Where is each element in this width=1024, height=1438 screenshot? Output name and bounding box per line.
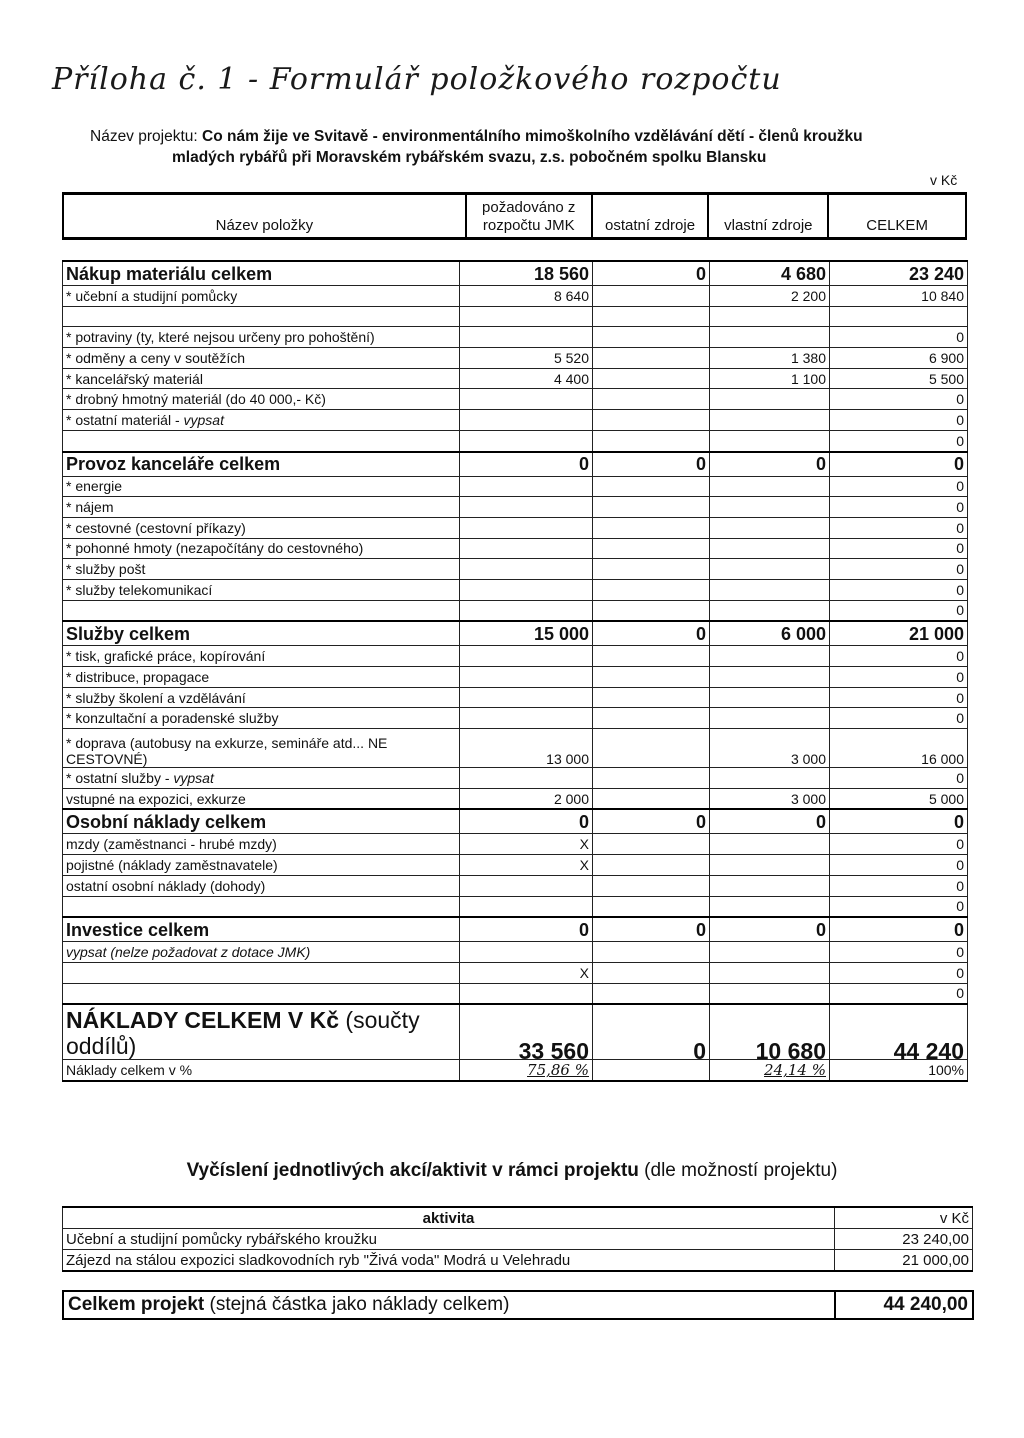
item-row [63, 559, 968, 580]
cell-other [593, 729, 710, 768]
cell-other: 0 [593, 809, 710, 834]
section-row [63, 452, 968, 477]
cell-jmk [460, 600, 593, 621]
item-row [63, 896, 968, 917]
percent-label: Náklady celkem v % [63, 1060, 460, 1082]
cell-own [710, 983, 830, 1004]
col-header-other: ostatní zdroje [592, 194, 709, 239]
col-header-own: vlastní zdroje [708, 194, 828, 239]
cell-own [710, 875, 830, 896]
cell-own [710, 327, 830, 348]
totals-jmk: 33 560 [460, 1004, 593, 1060]
cell-total: 0 [830, 708, 968, 729]
item-label-note: vypsat (nelze požadovat z dotace JMK) [66, 944, 311, 961]
cell-own [710, 600, 830, 621]
cell-other [593, 389, 710, 410]
activities-col-activity: aktivita [63, 1207, 835, 1229]
currency-unit: v Kč [930, 172, 958, 188]
cell-other [593, 368, 710, 389]
item-label: vstupné na expozici, exkurze [63, 788, 460, 809]
item-row [63, 768, 968, 789]
cell-other [593, 286, 710, 307]
cell-jmk: 0 [460, 452, 593, 477]
item-label: * služby školení a vzdělávání [63, 687, 460, 708]
cell-own [710, 646, 830, 667]
cell-own: 0 [710, 809, 830, 834]
cell-jmk [460, 517, 593, 538]
percent-own: 24,14 % [710, 1060, 830, 1082]
cell-jmk: X [460, 962, 593, 983]
cell-other [593, 579, 710, 600]
cell-total: 0 [830, 538, 968, 559]
cell-own [710, 667, 830, 688]
project-name-block [90, 126, 970, 168]
cell-own [710, 389, 830, 410]
item-row [63, 942, 968, 963]
activity-amount: 21 000,00 [835, 1250, 973, 1272]
cell-jmk [460, 306, 593, 327]
cell-jmk: 8 640 [460, 286, 593, 307]
cell-own: 1 100 [710, 368, 830, 389]
item-label: * odměny a ceny v soutěžích [63, 348, 460, 369]
activities-table [62, 1206, 973, 1272]
item-label: * tisk, grafické práce, kopírování [63, 646, 460, 667]
cell-other [593, 559, 710, 580]
cell-own [710, 410, 830, 431]
cell-total: 0 [830, 834, 968, 855]
item-label: pojistné (náklady zaměstnavatele) [63, 855, 460, 876]
col-header-jmk: požadováno z rozpočtu JMK [466, 194, 592, 239]
cell-other [593, 687, 710, 708]
cell-total: 0 [830, 476, 968, 497]
cell-own [710, 430, 830, 451]
item-label [63, 430, 460, 451]
item-row [63, 389, 968, 410]
cell-jmk [460, 476, 593, 497]
cell-own [710, 497, 830, 518]
item-row [63, 517, 968, 538]
activity-name: Zájezd na stálou expozici sladkovodních ryb "Živá voda" Modrá u Velehradu [63, 1250, 835, 1272]
item-row [63, 855, 968, 876]
cell-total [830, 306, 968, 327]
cell-other: 0 [593, 917, 710, 942]
project-label: Název projektu: [90, 128, 198, 145]
cell-own: 0 [710, 917, 830, 942]
item-label: * distribuce, propagace [63, 667, 460, 688]
cell-own [710, 896, 830, 917]
activity-name: Učební a studijní pomůcky rybářského kroužku [63, 1229, 835, 1250]
cell-total: 0 [830, 667, 968, 688]
item-label: * pohonné hmoty (nezapočítány do cestovného) [63, 538, 460, 559]
cell-other: 0 [593, 621, 710, 646]
cell-total: 0 [830, 517, 968, 538]
cell-other [593, 855, 710, 876]
cell-own: 0 [710, 452, 830, 477]
cell-other [593, 430, 710, 451]
totals-total: 44 240 [830, 1004, 968, 1060]
cell-other [593, 896, 710, 917]
item-row [63, 476, 968, 497]
item-row [63, 729, 968, 768]
cell-jmk [460, 768, 593, 789]
cell-jmk: 15 000 [460, 621, 593, 646]
cell-jmk [460, 687, 593, 708]
section-label: Služby celkem [63, 621, 460, 646]
cell-total: 0 [830, 430, 968, 451]
cell-jmk [460, 538, 593, 559]
totals-other: 0 [593, 1004, 710, 1060]
cell-jmk: 4 400 [460, 368, 593, 389]
col-header-name: Název položky [63, 194, 466, 239]
cell-own [710, 306, 830, 327]
item-row [63, 788, 968, 809]
cell-total: 0 [830, 579, 968, 600]
section-row [63, 809, 968, 834]
item-label: * služby telekomunikací [63, 579, 460, 600]
item-row [63, 875, 968, 896]
cell-own [710, 942, 830, 963]
cell-total: 0 [830, 452, 968, 477]
item-row [63, 834, 968, 855]
item-label: * kancelářský materiál [63, 368, 460, 389]
cell-jmk: 2 000 [460, 788, 593, 809]
cell-total: 0 [830, 896, 968, 917]
cell-jmk [460, 579, 593, 600]
cell-own [710, 579, 830, 600]
cell-own [710, 476, 830, 497]
section-label: Osobní náklady celkem [63, 809, 460, 834]
cell-own [710, 768, 830, 789]
cell-other [593, 410, 710, 431]
cell-total: 5 500 [830, 368, 968, 389]
cell-other [593, 768, 710, 789]
activities-subtitle: Vyčíslení jednotlivých akcí/aktivit v rámci projektu (dle možností projektu) [186, 1160, 838, 1181]
item-label: * ostatní služby - vypsat [63, 768, 460, 789]
item-label: ostatní osobní náklady (dohody) [63, 875, 460, 896]
cell-total: 0 [830, 809, 968, 834]
cell-other [593, 646, 710, 667]
cell-jmk [460, 646, 593, 667]
item-row [63, 600, 968, 621]
item-row [63, 983, 968, 1004]
cell-jmk: X [460, 855, 593, 876]
cell-total: 0 [830, 942, 968, 963]
cell-total: 0 [830, 687, 968, 708]
item-label [63, 600, 460, 621]
budget-table [62, 260, 968, 1082]
item-row [63, 667, 968, 688]
item-label: * drobný hmotný materiál (do 40 000,- Kč) [63, 389, 460, 410]
cell-total: 0 [830, 600, 968, 621]
item-label-note: vypsat [183, 411, 224, 428]
cell-jmk [460, 942, 593, 963]
item-row [63, 327, 968, 348]
item-label [63, 306, 460, 327]
activity-row [63, 1250, 973, 1272]
item-label [63, 983, 460, 1004]
cell-other [593, 942, 710, 963]
activity-row [63, 1229, 973, 1250]
cell-own: 4 680 [710, 261, 830, 286]
cell-total: 0 [830, 875, 968, 896]
cell-other: 0 [593, 261, 710, 286]
activities-col-unit: v Kč [835, 1207, 973, 1229]
item-label: * cestovné (cestovní příkazy) [63, 517, 460, 538]
cell-own [710, 834, 830, 855]
cell-own [710, 855, 830, 876]
cell-own: 2 200 [710, 286, 830, 307]
cell-own [710, 687, 830, 708]
percent-jmk: 75,86 % [460, 1060, 593, 1082]
section-row [63, 261, 968, 286]
cell-own [710, 517, 830, 538]
item-row [63, 538, 968, 559]
cell-total: 16 000 [830, 729, 968, 768]
totals-own: 10 680 [710, 1004, 830, 1060]
cell-own [710, 708, 830, 729]
cell-jmk [460, 497, 593, 518]
item-label: * energie [63, 476, 460, 497]
section-row [63, 621, 968, 646]
cell-jmk [460, 389, 593, 410]
cell-jmk: X [460, 834, 593, 855]
item-row [63, 708, 968, 729]
cell-jmk [460, 430, 593, 451]
cell-total: 0 [830, 983, 968, 1004]
item-label: mzdy (zaměstnanci - hrubé mzdy) [63, 834, 460, 855]
cell-own: 6 000 [710, 621, 830, 646]
cell-total: 0 [830, 768, 968, 789]
cell-other: 0 [593, 452, 710, 477]
cell-jmk: 18 560 [460, 261, 593, 286]
col-header-total: CELKEM [828, 194, 966, 239]
percent-other [593, 1060, 710, 1082]
cell-jmk [460, 896, 593, 917]
cell-own: 3 000 [710, 729, 830, 768]
cell-jmk [460, 559, 593, 580]
cell-total: 0 [830, 855, 968, 876]
cell-total: 0 [830, 917, 968, 942]
section-label: Provoz kanceláře celkem [63, 452, 460, 477]
cell-own [710, 962, 830, 983]
cell-jmk: 5 520 [460, 348, 593, 369]
item-row [63, 348, 968, 369]
cell-jmk [460, 667, 593, 688]
cell-other [593, 983, 710, 1004]
cell-jmk [460, 875, 593, 896]
cell-total: 0 [830, 559, 968, 580]
item-label: * učební a studijní pomůcky [63, 286, 460, 307]
cell-total: 0 [830, 497, 968, 518]
item-label: * doprava (autobusy na exkurze, semináře atd... NE CESTOVNÉ) [63, 729, 460, 768]
project-total-table [62, 1290, 974, 1320]
item-label-note: vypsat [173, 769, 214, 786]
item-label: * potraviny (ty, které nejsou určeny pro pohoštění) [63, 327, 460, 348]
cell-other [593, 708, 710, 729]
cell-total: 0 [830, 327, 968, 348]
item-label [63, 962, 460, 983]
cell-total: 21 000 [830, 621, 968, 646]
handwritten-title: Příloha č. 1 - Formulář položkového rozpočtu [52, 62, 782, 97]
item-label [63, 896, 460, 917]
cell-total: 0 [830, 389, 968, 410]
percent-total: 100% [830, 1060, 968, 1082]
item-row [63, 410, 968, 431]
cell-other [593, 476, 710, 497]
project-total-label: Celkem projekt (stejná částka jako náklady celkem) [63, 1291, 835, 1319]
cell-other [593, 538, 710, 559]
cell-other [593, 306, 710, 327]
cell-other [593, 875, 710, 896]
item-row [63, 646, 968, 667]
cell-total: 0 [830, 410, 968, 431]
cell-own [710, 538, 830, 559]
cell-total: 0 [830, 962, 968, 983]
totals-label: NÁKLADY CELKEM V Kč (součty oddílů) [63, 1004, 460, 1060]
totals-row [63, 1004, 968, 1060]
activity-amount: 23 240,00 [835, 1229, 973, 1250]
cell-other [593, 600, 710, 621]
project-name-line1: Co nám žije ve Svitavě - environmentálního mimoškolního vzdělávání dětí - členů kroužku [202, 128, 863, 145]
cell-own: 1 380 [710, 348, 830, 369]
cell-jmk: 0 [460, 809, 593, 834]
item-row [63, 286, 968, 307]
cell-jmk [460, 708, 593, 729]
cell-other [593, 834, 710, 855]
cell-other [593, 962, 710, 983]
cell-jmk [460, 983, 593, 1004]
cell-jmk [460, 327, 593, 348]
project-name-line2: mladých rybářů při Moravském rybářském svazu, z.s. pobočném spolku Blansku [172, 149, 767, 166]
item-row [63, 368, 968, 389]
cell-total: 10 840 [830, 286, 968, 307]
cell-other [593, 497, 710, 518]
section-row [63, 917, 968, 942]
budget-header-table [62, 192, 967, 240]
cell-jmk: 13 000 [460, 729, 593, 768]
item-row [63, 687, 968, 708]
item-label [63, 942, 460, 963]
cell-other [593, 348, 710, 369]
cell-other [593, 788, 710, 809]
cell-total: 5 000 [830, 788, 968, 809]
cell-total: 6 900 [830, 348, 968, 369]
cell-own: 3 000 [710, 788, 830, 809]
percent-row [63, 1060, 968, 1082]
cell-other [593, 327, 710, 348]
project-total-value: 44 240,00 [835, 1291, 973, 1319]
cell-jmk [460, 410, 593, 431]
item-row [63, 306, 968, 327]
cell-total: 0 [830, 646, 968, 667]
item-label: * konzultační a poradenské služby [63, 708, 460, 729]
cell-jmk: 0 [460, 917, 593, 942]
cell-total: 23 240 [830, 261, 968, 286]
cell-other [593, 517, 710, 538]
item-label: * služby pošt [63, 559, 460, 580]
cell-own [710, 559, 830, 580]
item-label: * ostatní materiál - vypsat [63, 410, 460, 431]
item-row [63, 962, 968, 983]
cell-other [593, 667, 710, 688]
section-label: Nákup materiálu celkem [63, 261, 460, 286]
item-label: * nájem [63, 497, 460, 518]
item-row [63, 497, 968, 518]
item-row [63, 430, 968, 451]
item-row [63, 579, 968, 600]
section-label: Investice celkem [63, 917, 460, 942]
